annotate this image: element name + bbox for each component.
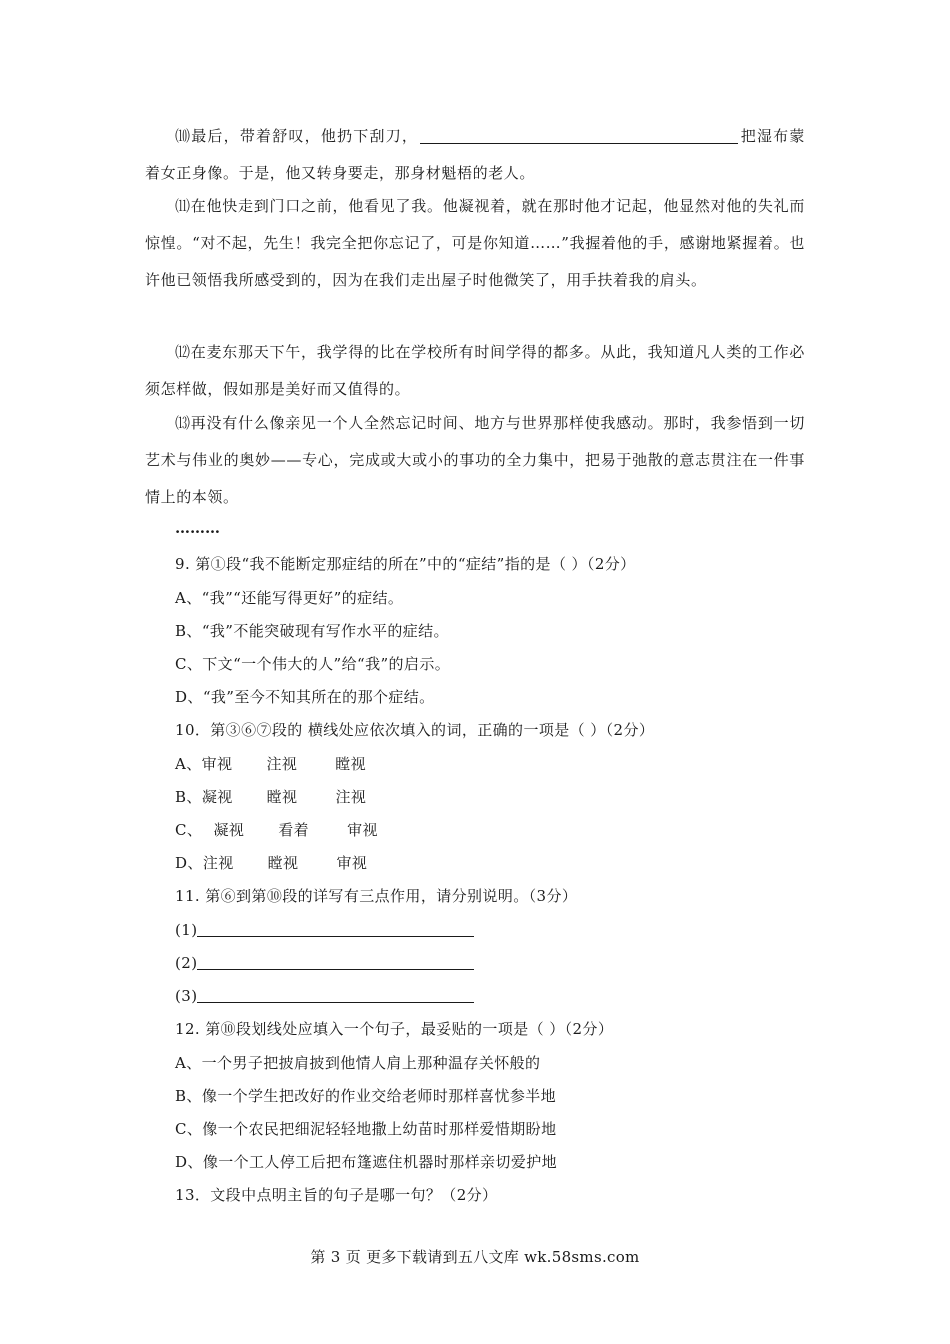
fill-in-blank-line bbox=[420, 127, 738, 144]
question-9-option-d: D、“我”至今不知其所在的那个症结。 bbox=[175, 688, 435, 706]
paragraph-10-before: ⑽最后，带着舒叹，他扔下刮刀， bbox=[175, 127, 419, 145]
paragraph-10-after: 把湿布蒙着女正身像。于是，他又转身要走，那身材魁梧的老人。 bbox=[145, 127, 805, 182]
question-13-stem: 13．文段中点明主旨的句子是哪一句？（2分） bbox=[175, 1186, 498, 1204]
paragraph-11: ⑾在他快走到门口之前，他看见了我。他凝视着，就在那时他才记起，他显然对他的失礼而惊惶。“对不起，先生！我完全把你忘记了，可是你知道……”我握着他的手，感谢地紧握着。也许他已领悟我所感受到的，因为在我们走出屋子时他微笑了，用手扶着我的肩头。 bbox=[145, 197, 805, 289]
answer-blank-2 bbox=[175, 953, 474, 973]
question-10-stem: 10．第③⑥⑦段的 横线处应依次填入的词，正确的一项是（ ）（2分） bbox=[175, 721, 655, 739]
blank-number: (1) bbox=[175, 921, 198, 939]
option-word: 注视 bbox=[335, 788, 367, 806]
option-word: 瞠视 bbox=[335, 755, 367, 773]
question-9-option-c: C、下文“一个伟大的人”给“我”的启示。 bbox=[175, 655, 451, 673]
option-label: A、 bbox=[175, 755, 202, 773]
paragraph-10 bbox=[145, 118, 805, 192]
question-10-option-c bbox=[175, 820, 378, 840]
blank-number: (2) bbox=[175, 954, 198, 972]
option-word: 瞠视 bbox=[267, 854, 299, 872]
paragraph-13: ⒀再没有什么像亲见一个人全然忘记时间、地方与世界那样使我感动。那时，我参悟到一切艺术与伟业的奥妙——专心，完成或大或小的事功的全力集中，把易于弛散的意志贯注在一件事情上的本领。 bbox=[145, 414, 805, 506]
ellipsis: ……… bbox=[175, 519, 220, 537]
blank-number: (3) bbox=[175, 987, 198, 1005]
option-word: 审视 bbox=[201, 755, 233, 773]
option-label: B、 bbox=[175, 788, 202, 806]
question-10-option-a bbox=[175, 754, 366, 774]
question-9-stem: 9. 第①段“我不能断定那症结的所在”中的“症结”指的是（ ）（2分） bbox=[175, 555, 636, 573]
option-label: D、 bbox=[175, 854, 203, 872]
question-12-option-d: D、像一个工人停工后把布篷遮住机器时那样亲切爱护地 bbox=[175, 1153, 558, 1171]
option-word: 审视 bbox=[336, 854, 368, 872]
option-word: 审视 bbox=[347, 821, 378, 839]
question-9-option-a: A、“我”“还能写得更好”的症结。 bbox=[175, 589, 404, 607]
option-word: 凝视 bbox=[201, 788, 233, 806]
page-footer: 第 3 页 更多下载请到五八文库 wk.58sms.com bbox=[310, 1248, 640, 1266]
option-word: 注视 bbox=[266, 755, 298, 773]
question-10-option-d bbox=[175, 853, 367, 873]
paragraph-12: ⑿在麦东那天下午，我学得的比在学校所有时间学得的都多。从此，我知道凡人类的工作必须怎样做，假如那是美好而又值得的。 bbox=[145, 343, 805, 398]
question-9-option-b: B、“我”不能突破现有写作水平的症结。 bbox=[175, 622, 449, 640]
option-word: 注视 bbox=[202, 854, 234, 872]
option-word: 看着 bbox=[278, 821, 310, 839]
question-12-option-b: B、像一个学生把改好的作业交给老师时那样喜忧参半地 bbox=[175, 1087, 557, 1105]
answer-blank-3 bbox=[175, 986, 474, 1006]
question-10-option-b bbox=[175, 787, 366, 807]
answer-line bbox=[197, 955, 474, 970]
question-12-stem: 12. 第⑩段划线处应填入一个句子，最妥贴的一项是（ ）（2分） bbox=[175, 1020, 614, 1038]
option-label: C、 bbox=[175, 821, 208, 839]
answer-line bbox=[197, 922, 474, 937]
question-12-option-a: A、一个男子把披肩披到他情人肩上那种温存关怀般的 bbox=[175, 1054, 541, 1072]
option-word: 瞠视 bbox=[266, 788, 298, 806]
question-12-option-c: C、像一个农民把细泥轻轻地撒上幼苗时那样爱惜期盼地 bbox=[175, 1120, 557, 1138]
answer-line bbox=[197, 988, 474, 1003]
option-word: 凝视 bbox=[213, 821, 245, 839]
answer-blank-1 bbox=[175, 920, 474, 940]
question-11-stem: 11. 第⑥到第⑩段的详写有三点作用，请分别说明。（3分） bbox=[175, 887, 578, 905]
